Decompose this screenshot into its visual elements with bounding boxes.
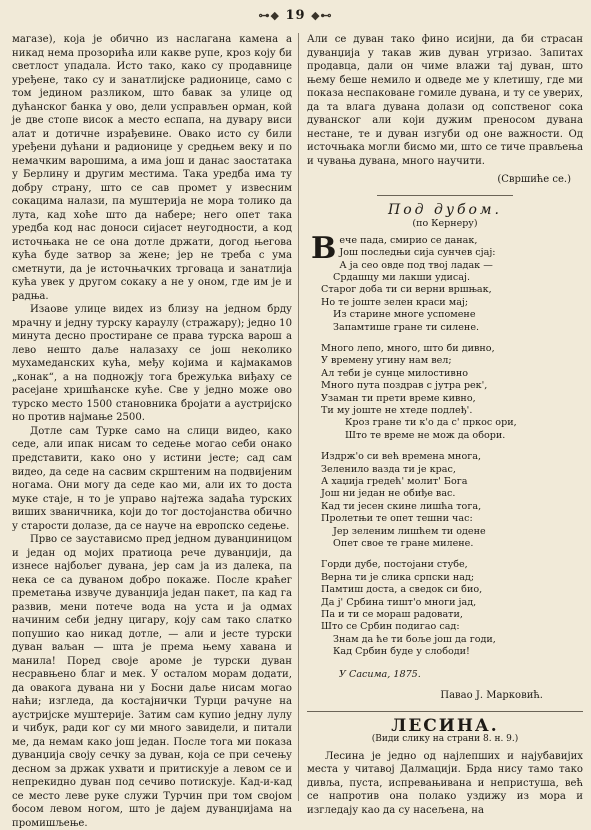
poem-line: ече пада, смирио се данак,: [339, 234, 478, 246]
poem-line: Још последњи сија сунчев сјај:: [339, 247, 496, 259]
poem-line: Опет свое те гране милене.: [333, 538, 474, 550]
left-paragraph-1: магазе), која је обично из наслагана камена а никад нема прозорића или какве рупе, кроз коју би светлост упадала. Исто тако, како су продавнице уређене, тако су и занатлијске радионице, само с том једином разликом, што бавак за улице од дућанског банка у ово, дели усправљен орман, кой је две стопе висок а место еспапа, на дувару виси алат и дотичне израђевине. Овако исто су били уређени дућани и радионице у средњем веку и по немачким варошима, а има још и данас заостатака у Берлину и другим местима. Така уредба има ту добру страну, што се сав промет у извесним сокацима налази, па муштерија не мора толико да лута, кад хоће што да набере; него опет така уредба код нас доноси сијасет неугодности, а код источњака не се она дотле држати, догод његова кућа буде затвор за жене; јер не треба с ума сметнути, да је источњачких трговаца и занатлија кућа увек у другом сокаку а не у оном, где им је и радња.: [12, 34, 292, 302]
article-title: ЛЕСИНА.: [307, 711, 583, 734]
poem-line: Горди дубе, постојани стубе,: [321, 559, 468, 571]
page-header: [0, 8, 591, 26]
poem-stanza-4: [307, 559, 583, 658]
poem-line: Што те време не мож да обори.: [345, 429, 506, 441]
left-paragraph-3: Дотле сам Турке само на слици видео, како седе, али ипак нисам то седење могао себи онако представити, како оно у истини јесте; сад сам видео, да седе на сасвим скрштеним на подвијеним ногама. Они могу да седе као ми, али их то доста муке стаје, н то је управо најтежа задаћа турских виших званичника, који до тог достојанства обично у старости долазе, да се науче на европско седење.: [12, 425, 292, 532]
page-number: 19: [285, 8, 306, 23]
poem-stanza-3: [307, 451, 583, 550]
poem-line: Много лепо, много, што би дивно,: [321, 342, 495, 354]
article-subtitle: (Види слику на страни 8. н. 9.): [371, 734, 519, 745]
poem-line: Запамтише гране ти силене.: [333, 321, 480, 333]
article-text: Лесина је једно од најлепших и најубавијих места у читавој Далмацији. Брда нису тамо тако дивља, пуста, испревањивана и непристуша, већ се напротив она полако уздижу из мора и изгледају као да су насељена, на: [307, 750, 583, 816]
left-column: [12, 33, 292, 829]
poem-line: Узаман ти прети време кивно,: [321, 392, 476, 404]
poem-place-date: У Сасима, 1875.: [339, 668, 421, 680]
poem-line: Кад Србин буде у слободи!: [333, 646, 470, 658]
poem-line: Пролетњи те опет тешни час:: [321, 513, 473, 525]
poem-line: Срдашцу ми лакши удисај.: [333, 271, 471, 283]
continuation-note: (Свршиће се.): [497, 174, 571, 186]
right-paragraph: Али се дуван тако фино исиjни, да би страсан дуванџија у такав жив дуван угризао. Запитах продавца, дали он чиме влажи тај дуван, што њему беше немило и одведе ме у клетишу, где ми показа неспаковане гомиле дувана, и ту се уверих, да та влага дувана долази од сопственог сока дуванског али који дужим преносом дувана нестане, те и дуван изгуби од оне важности. Од источњака могли бисмо ми, што се тиче прављења и чувања дувана, много научити.: [307, 34, 583, 167]
poem-line: Зеленило вазда ти је крас,: [321, 463, 456, 475]
poem-line: А хаџија гредећ' молит' Бога: [321, 476, 468, 488]
poem-line: У времену угину нам вел;: [321, 355, 452, 367]
poem-line: Памтиш доста, а сведок си био,: [321, 584, 483, 596]
poem-line: Па и ти се мораш радовати,: [321, 609, 463, 621]
left-paragraph-4: Прво се заустависмо пред једном дуванџиницом и један од мојих пратиоца рече дуванџији, да изнесе најбољег дувана, јер сам ја из далека, па нека се са дуваном добро покаже. После краћег преметања извуче дуванџија један пакет, па кад га развив, мени потече вода на уста и ја одмах начиним себи једну цигару, коју сам тако слатко попушио као никад дотле, — али и јесте турски дуван ваљан — шта је према њему хавана и манила! Поред своје ароме је турски дуван несравњено благ и мек. У осталом морам додати, да овакога дувана ни у Босни даље нисам могао наћи; изгледа, да костајнички Турци рачуне на аустријске муштерије. Затим сам купио једну лулу и чибук, ради ког су ми много завидели, и питали ме, да немам како још један. После тога ми показа дуванџија своју сечку за дуван, која се при сечењу десном за држак ухвати и притискује а левом се и непрекидно дуван под сечиво потискује. Кад-и-кад се место леве руке служи Турчин при том својом босом левом ногом, што је дајем дуванџијама на промишљење.: [12, 534, 292, 829]
poem-line: Још ни један не обиђе вас.: [321, 488, 456, 500]
poem-line: Кад ти јесен скине лишћа тога,: [321, 500, 482, 512]
poem-dropcap: В: [311, 230, 337, 266]
poem-line: Јер зеленим лишћем ти одене: [333, 525, 486, 537]
poem-line: Да ј' Србина тишт'о многи јад,: [321, 596, 477, 608]
column-divider: [298, 33, 299, 801]
poem-title: Под дубом.: [388, 201, 502, 218]
poem-line: Кроз гране ти к'о да с' пркос ори,: [345, 417, 517, 429]
poem-stanza-1: [307, 230, 583, 334]
poem-line: Ти му јоште не хтеде подлеђ'.: [321, 404, 473, 416]
right-column: [307, 33, 583, 816]
poem-author: Павао Ј. Марковић.: [440, 690, 543, 702]
poem-line: А ја сео овде под твој ладак —: [339, 259, 493, 271]
poem-line: Што се Србин подигао сад:: [321, 621, 460, 633]
header-ornament-left-icon: ⊶◆: [258, 9, 280, 22]
poem-subtitle: (по Кернеру): [412, 218, 478, 230]
poem-stanza-2: [307, 343, 583, 442]
poem-line: Из старине многе успомене: [333, 309, 476, 321]
left-paragraph-2: Изаове улице видех из близу на једном брду мрачну и једну турску караулу (стражару); једно 10 минута десно простиране се права турска варош а лево нешто даље налазаху се још неколико мухамеданских кућа, међу којима и кајмакамов „конак“, а на подножју тога брежуљка виђаху се расејане хришћанске куће. Све у једно може ово турско место 1500 становника бројати а аустријско но против најмање 2500.: [12, 304, 292, 424]
poem-line: Издрж'о си већ времена многа,: [321, 451, 482, 463]
header-ornament-right-icon: ◆⊷: [311, 9, 333, 22]
poem-line: Много пута поздрав с јутра рек',: [321, 380, 488, 392]
poem-line: Но те јоште зелен краси мај;: [321, 296, 469, 308]
poem-line: Ал теби је сунце милостивно: [321, 367, 468, 379]
poem-line: Старог доба ти си верни вршњак,: [321, 284, 492, 296]
section-rule: [377, 195, 513, 196]
poem-line: Верна ти је слика српски над;: [321, 571, 475, 583]
poem-line: Знам да ће ти боље још да годи,: [333, 633, 496, 645]
